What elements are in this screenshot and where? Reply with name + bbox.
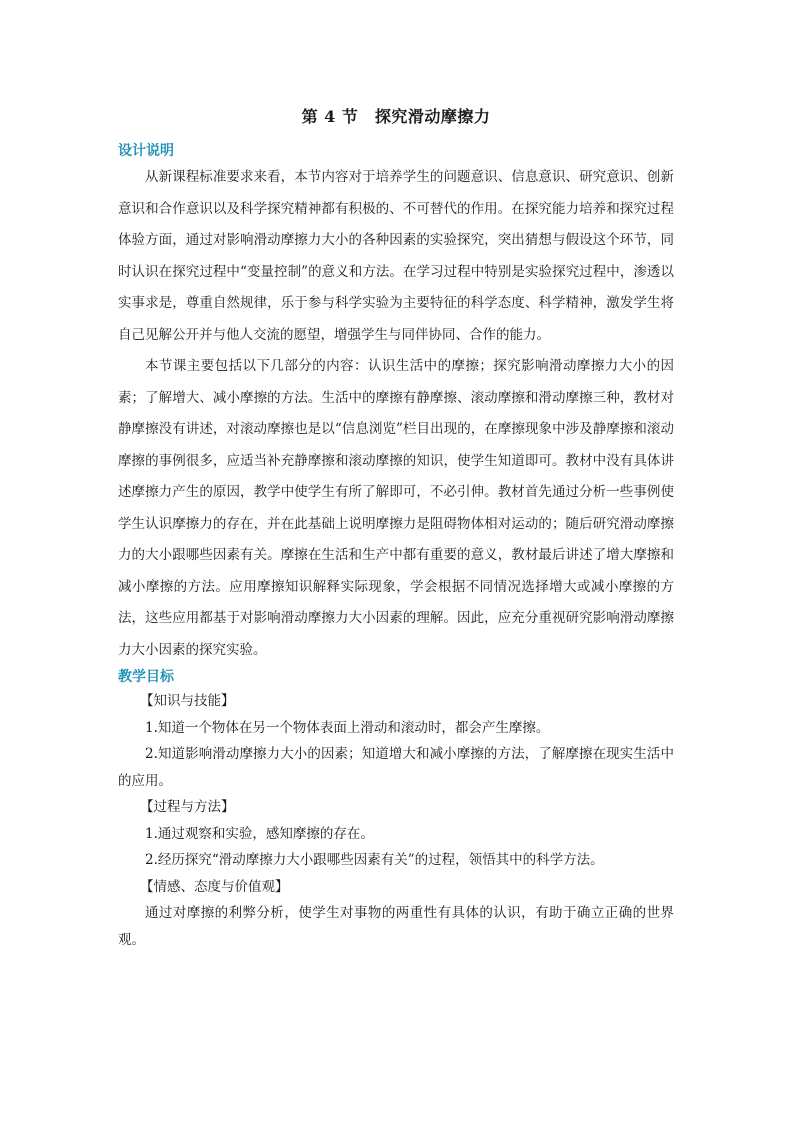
goal-item: 1.知道一个物体在另一个物体表面上滑动和滚动时，都会产生摩擦。 [145,719,550,736]
goal-group-label: 【过程与方法】 [140,799,235,815]
document-page [118,104,674,953]
goal-group-process [118,794,674,874]
goal-item: 1.通过观察和实验，感知摩擦的存在。 [145,825,374,842]
section-design-notes [118,140,674,666]
goal-group-knowledge [118,688,674,794]
section-teaching-goals [118,666,674,953]
goal-group-label: 【知识与技能】 [140,693,235,709]
goal-group-label: 【情感、态度与价值观】 [140,878,289,895]
section-heading: 教学目标 [118,669,174,685]
goal-group-attitude [118,874,674,954]
document-title: 第 4 节 探究滑动摩擦力 [301,107,491,126]
body-paragraph: 从新课程标准要求来看，本节内容对于培养学生的问题意识、信息意识、研究意识、创新意识和合作意识以及科学探究精神都有积极的、不可替代的作用。在探究能力培养和探究过程体验方面，通过对影响滑动摩擦力大小的各种因素的实验探究，突出猜想与假设这个环节，同时认识在探究过程中“变量控制”的意义和方法。在学习过程中特别是实验探究过程中，渗透以实事求是，尊重自然规律，乐于参与科学实验为主要特征的科学态度、科学精神，激发学生将自己见解公开并与他人交流的愿望，增强学生与同伴协同、合作的能力。 [118,169,674,343]
goal-item: 2.知道影响滑动摩擦力大小的因素；知道增大和减小摩擦的方法，了解摩擦在现实生活中的应用。 [118,746,674,789]
section-heading: 设计说明 [118,143,174,159]
body-paragraph: 本节课主要包括以下几部分的内容：认识生活中的摩擦；探究影响滑动摩擦力大小的因素；了解增大、减小摩擦的方法。生活中的摩擦有静摩擦、滚动摩擦和滑动摩擦三种，教材对静摩擦没有讲述，对滚动摩擦也是以“信息浏览”栏目出现的，在摩擦现象中涉及静摩擦和滚动摩擦的事例很多，应适当补充静摩擦和滚动摩擦的知识，使学生知道即可。教材中没有具体讲述摩擦力产生的原因，教学中使学生有所了解即可，不必引伸。教材首先通过分析一些事例使学生认识摩擦力的存在，并在此基础上说明摩擦力是阻碍物体相对运动的；随后研究滑动摩擦力的大小跟哪些因素有关。摩擦在生活和生产中都有重要的意义，教材最后讲述了增大摩擦和减小摩擦的方法。应用摩擦知识解释实际现象，学会根据不同情况选择增大或减小摩擦的方法，这些应用都基于对影响滑动摩擦力大小因素的理解。因此，应充分重视研究影响滑动摩擦力大小因素的探究实验。 [118,358,674,658]
goal-item: 通过对摩擦的利弊分析，使学生对事物的两重性有具体的认识，有助于确立正确的世界观。 [118,905,674,948]
goal-item: 2.经历探究“滑动摩擦力大小跟哪些因素有关”的过程，领悟其中的科学方法。 [145,852,604,868]
